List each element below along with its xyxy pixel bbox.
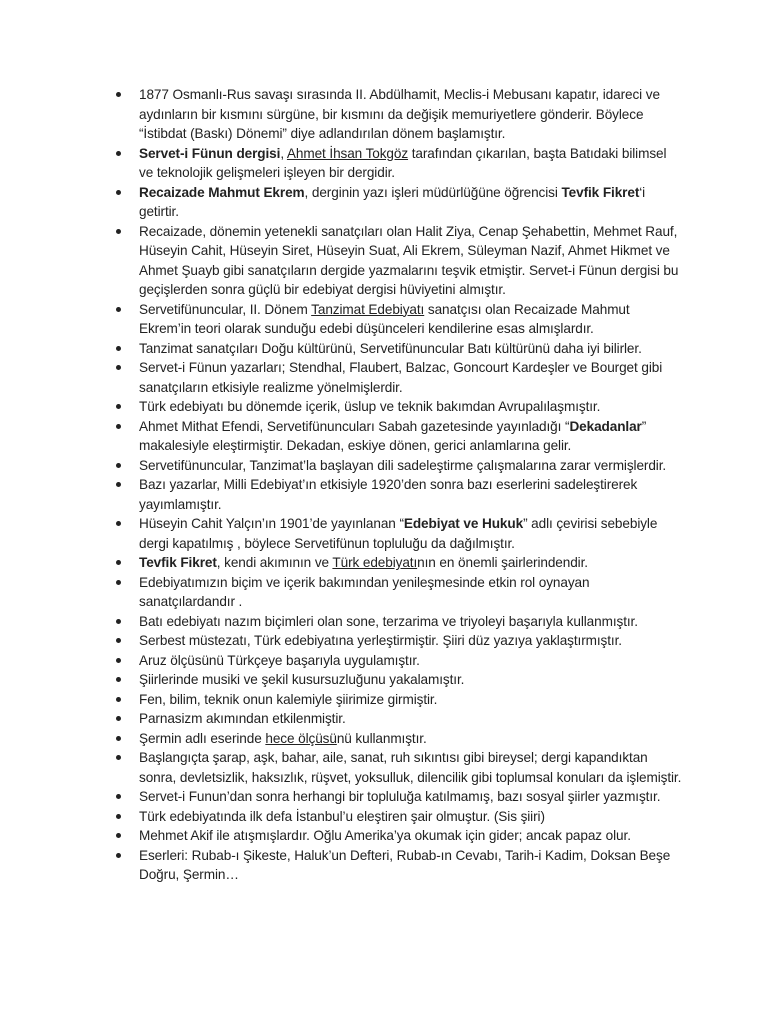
list-item: Tevfik Fikret, kendi akımının ve Türk edebiyatının en önemli şairlerindendir. [114, 553, 684, 573]
list-item: Servet-i Fünun dergisi, Ahmet İhsan Tokgöz tarafından çıkarılan, başta Batıdaki bilimsel ve teknolojik gelişmeleri işleyen bir dergidir. [114, 144, 684, 183]
bold-text: Tevfik Fikret [561, 184, 640, 200]
link[interactable]: hece ölçüsü [265, 730, 337, 746]
list-item: Recaizade, dönemin yetenekli sanatçıları olan Halit Ziya, Cenap Şehabettin, Mehmet Rauf, Hüseyin Cahit, Hüseyin Siret, Hüseyin Suat, Ali Ekrem, Süleyman Nazif, Ahmet Hikmet ve Ahmet Şuayb gibi sanatçıların dergide yazmalarını teşvik etmiştir. Servet-i Fünun dergisi bu geçişlerden sonra güçlü bir edebiyat dergisi hüviyetini almıştır. [114, 222, 684, 300]
bold-text: Dekadanlar [569, 418, 642, 434]
list-item: Servetifünuncular, II. Dönem Tanzimat Edebiyatı sanatçısı olan Recaizade Mahmut Ekrem’in teori olarak sunduğu edebi düşünceleri kendilerine esas almışlardır. [114, 300, 684, 339]
bullet-list [114, 85, 684, 885]
list-item: Hüseyin Cahit Yalçın’ın 1901’de yayınlanan “Edebiyat ve Hukuk” adlı çevirisi sebebiyle dergi kapatılmış , böylece Servetifünun topluluğu da dağılmıştır. [114, 514, 684, 553]
list-item: Recaizade Mahmut Ekrem, derginin yazı işleri müdürlüğüne öğrencisi Tevfik Fikret‘i getirtir. [114, 183, 684, 222]
list-item: Tanzimat sanatçıları Doğu kültürünü, Servetifünuncular Batı kültürünü daha iyi bilirler. [114, 339, 684, 359]
bold-text: Edebiyat ve Hukuk [403, 516, 524, 531]
list-item: Aruz ölçüsünü Türkçeye başarıyla uygulamıştır. [114, 651, 684, 671]
list-item: Mehmet Akif ile atışmışlardır. Oğlu Amerika’ya okumak için gider; ancak papaz olur. [114, 826, 684, 846]
bold-text: Tevfik Fikret [139, 555, 217, 570]
bold-text: Recaizade Mahmut Ekrem [139, 184, 305, 200]
list-item: Servet-i Funun’dan sonra herhangi bir topluluğa katılmamış, bazı sosyal şiirler yazmıştır. [114, 787, 684, 807]
list-item: Başlangıçta şarap, aşk, bahar, aile, sanat, ruh sıkıntısı gibi bireysel; dergi kapandıktan sonra, devletsizlik, haksızlık, rüşvet, yoksulluk, dilencilik gibi toplumsal konuları da işlemiştir. [114, 748, 684, 787]
list-item: 1877 Osmanlı-Rus savaşı sırasında II. Abdülhamit, Meclis-i Mebusanı kapatır, idareci ve aydınların bir kısmını sürgüne, bir kısmını da değişik memuriyetlere gönderir. Böylece “İstibdat (Baskı) Dönemi” diye adlandırılan dönem başlamıştır. [114, 85, 684, 144]
list-item: Edebiyatımızın biçim ve içerik bakımından yenileşmesinde etkin rol oynayan sanatçılardandır . [114, 573, 684, 612]
list-item: Serbest müstezatı, Türk edebiyatına yerleştirmiştir. Şiiri düz yazıya yaklaştırmıştır. [114, 631, 684, 651]
link[interactable]: Türk edebiyatı [332, 555, 418, 570]
bold-text: Servet-i Fünun dergisi [139, 145, 281, 161]
link[interactable]: Tanzimat Edebiyatı [311, 301, 425, 317]
list-item: Servet-i Fünun yazarları; Stendhal, Flaubert, Balzac, Goncourt Kardeşler ve Bourget gibi sanatçıların etkisiyle realizme yönelmişlerdir. [114, 358, 684, 397]
list-item: Batı edebiyatı nazım biçimleri olan sone, terzarima ve triyoleyi başarıyla kullanmıştır. [114, 612, 684, 632]
list-item: Fen, bilim, teknik onun kalemiyle şiirimize girmiştir. [114, 690, 684, 710]
list-item: Servetifünuncular, Tanzimat’la başlayan dili sadeleştirme çalışmalarına zarar vermişlerdir. [114, 456, 684, 476]
list-item: Ahmet Mithat Efendi, Servetifünuncuları Sabah gazetesinde yayınladığı “Dekadanlar” makalesiyle eleştirmiştir. Dekadan, eskiye dönen, gerici anlamlarına gelir. [114, 417, 684, 456]
list-item: Bazı yazarlar, Milli Edebiyat’ın etkisiyle 1920’den sonra bazı eserlerini sadeleştirerek yayımlamıştır. [114, 475, 684, 514]
list-item: Şiirlerinde musiki ve şekil kusursuzluğunu yakalamıştır. [114, 670, 684, 690]
link[interactable]: Ahmet İhsan Tokgöz [286, 145, 409, 161]
list-item: Parnasizm akımından etkilenmiştir. [114, 709, 684, 729]
list-item: Türk edebiyatında ilk defa İstanbul’u eleştiren şair olmuştur. (Sis şiiri) [114, 807, 684, 827]
list-item: Eserleri: Rubab-ı Şikeste, Haluk’un Defteri, Rubab-ın Cevabı, Tarih-i Kadim, Doksan Beşe Doğru, Şermin… [114, 846, 684, 885]
list-item: Şermin adlı eserinde hece ölçüsünü kullanmıştır. [114, 729, 684, 749]
list-item: Türk edebiyatı bu dönemde içerik, üslup ve teknik bakımdan Avrupalılaşmıştır. [114, 397, 684, 417]
